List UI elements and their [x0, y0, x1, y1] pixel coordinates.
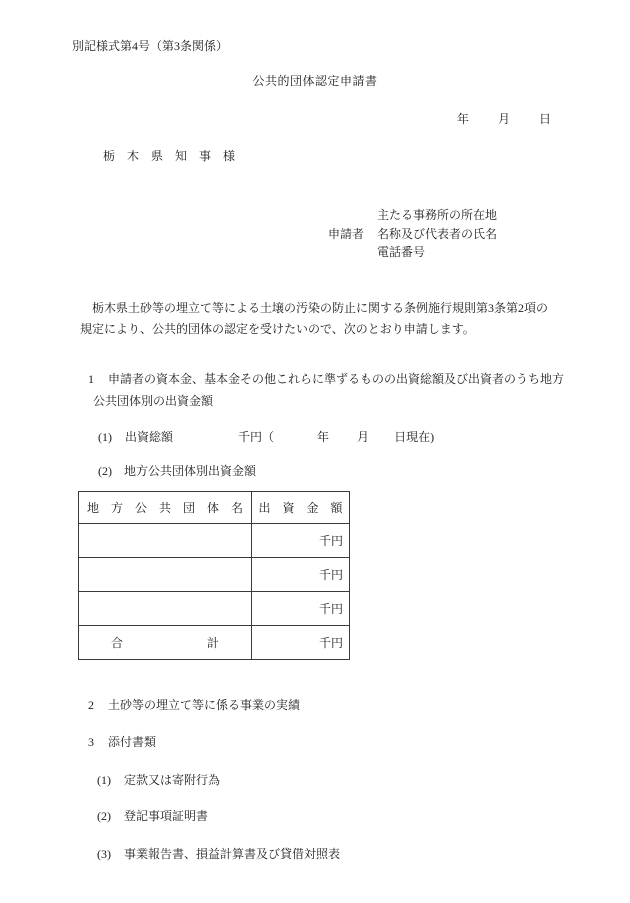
- section-3-number: 3: [88, 735, 94, 749]
- item-1-1-total-investment: [98, 431, 434, 444]
- date-day-label: 日: [539, 112, 552, 126]
- organization-name-cell: [79, 558, 252, 592]
- item-1-2-number: (2): [98, 464, 112, 478]
- amount-unit-cell: 千円: [252, 592, 350, 626]
- item-1-1-unit: 千円（: [238, 430, 275, 444]
- section-2-text: 土砂等の埋立て等に係る事業の実績: [108, 698, 301, 712]
- date-year-label: 年: [457, 112, 470, 126]
- document-title: 公共的団体認定申請書: [252, 74, 378, 88]
- date-month-label: 月: [498, 112, 511, 126]
- amount-unit-cell: 千円: [252, 558, 350, 592]
- section-3: [88, 736, 156, 749]
- total-label-cell: 合 計: [79, 626, 252, 660]
- addressee-governor: 栃 木 県 知 事 様: [103, 149, 236, 163]
- applicant-label: 申請者: [328, 226, 365, 241]
- item-1-1-day-suffix: 日現在): [394, 430, 435, 444]
- date-line: [457, 113, 551, 126]
- attachment-1-text: 定款又は寄附行為: [124, 773, 221, 787]
- applicant-phone-label: 電話番号: [377, 245, 426, 259]
- organization-name-cell: [79, 524, 252, 558]
- table-row: [79, 524, 350, 558]
- applicant-address-label: 主たる事務所の所在地: [377, 208, 498, 222]
- attachment-2-text: 登記事項証明書: [124, 809, 209, 823]
- attachment-item-2: [97, 810, 208, 823]
- attachment-3-number: (3): [97, 847, 111, 861]
- investment-table: [78, 491, 350, 660]
- table-row: [79, 592, 350, 626]
- attachment-1-number: (1): [97, 773, 111, 787]
- section-2-number: 2: [88, 698, 94, 712]
- organization-name-cell: [79, 592, 252, 626]
- item-1-1-label: 出資総額: [125, 430, 174, 444]
- section-2: [88, 699, 300, 712]
- attachment-3-text: 事業報告書、損益計算書及び貸借対照表: [124, 847, 341, 861]
- item-1-1-month-label: 月: [357, 430, 370, 444]
- table-header-row: [79, 492, 350, 524]
- form-number: 別記様式第4号（第3条関係）: [72, 39, 229, 53]
- amount-unit-cell: 千円: [252, 524, 350, 558]
- item-1-2-by-municipality: [98, 465, 256, 478]
- section-1: [88, 368, 564, 412]
- table-header-amount: 出 資 金 額: [252, 492, 350, 524]
- attachment-item-1: [97, 774, 220, 787]
- section-3-text: 添付書類: [108, 735, 157, 749]
- item-1-1-number: (1): [98, 430, 112, 444]
- attachment-2-number: (2): [97, 809, 111, 823]
- section-1-text: 申請者の資本金、基本金その他これらに準ずるものの出資総額及び出資者のうち地方: [108, 372, 565, 386]
- table-header-organization: 地 方 公 共 団 体 名: [79, 492, 252, 524]
- applicant-name-label: 名称及び代表者の氏名: [377, 226, 498, 241]
- body-paragraph: 栃木県土砂等の埋立て等による土壌の汚染の防止に関する条例施行規則第3条第2項の規定により、公共的団体の認定を受けたいので、次のとおり申請します。: [80, 301, 549, 336]
- item-1-1-year-label: 年: [317, 430, 330, 444]
- total-amount-cell: 千円: [252, 626, 350, 660]
- table-row: [79, 558, 350, 592]
- attachment-item-3: [97, 848, 340, 861]
- section-1-number: 1: [88, 372, 94, 386]
- section-1-text-continued: 公共団体別の出資金額: [93, 394, 214, 408]
- table-total-row: [79, 626, 350, 660]
- item-1-2-label: 地方公共団体別出資金額: [124, 464, 257, 478]
- applicant-block: [328, 206, 498, 262]
